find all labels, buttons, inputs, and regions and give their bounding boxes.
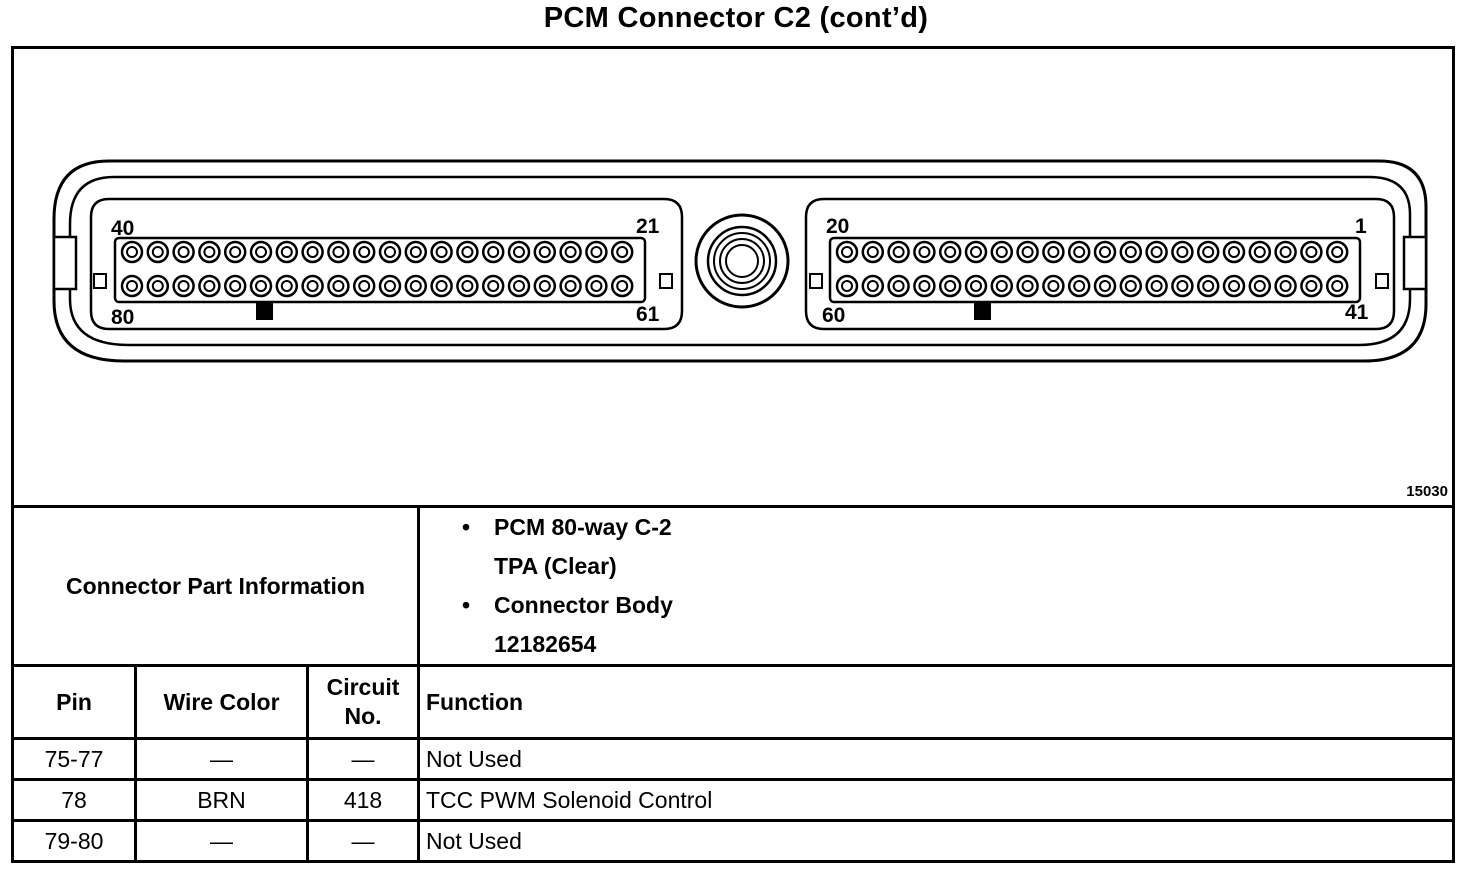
header-wire-color: Wire Color (136, 666, 308, 739)
pin-terminal (992, 242, 1012, 262)
pin-terminal (914, 276, 934, 296)
part-info-line: Connector Body (494, 592, 673, 618)
pin-terminal (1043, 276, 1063, 296)
cell-function: Not Used (419, 739, 1454, 780)
pin-label-60: 60 (822, 304, 846, 327)
pin-terminal (1095, 242, 1115, 262)
table-row (13, 780, 1454, 821)
pin-terminal (1327, 242, 1347, 262)
pin-terminal (863, 242, 883, 262)
pin-terminal (303, 242, 323, 262)
pin-terminal (940, 242, 960, 262)
pin-terminal (837, 242, 857, 262)
pin-terminal (380, 242, 400, 262)
pin-terminal (328, 276, 348, 296)
pin-terminal (1121, 242, 1141, 262)
pin-terminal (1301, 242, 1321, 262)
pin-terminal (1069, 242, 1089, 262)
figure-number: 15030 (1406, 483, 1448, 500)
pin-terminal (1172, 242, 1192, 262)
cell-pin: 78 (13, 780, 136, 821)
cell-wire-color: BRN (136, 780, 308, 821)
pin-terminal (535, 242, 555, 262)
pin-terminal (992, 276, 1012, 296)
bullet: • (462, 514, 471, 540)
pin-label-20: 20 (826, 215, 850, 238)
pin-terminal (406, 242, 426, 262)
pin-terminal (586, 276, 606, 296)
center-bolt-outer (696, 215, 788, 307)
pin-label-41: 41 (1345, 301, 1369, 324)
bullet: • (462, 592, 471, 618)
pin-terminal (251, 242, 271, 262)
part-info-item (460, 586, 1452, 664)
part-info-list (419, 507, 1454, 666)
pin-terminal (1147, 276, 1167, 296)
part-info-line: PCM 80-way C-2 (494, 514, 672, 540)
pinout-table (11, 505, 1455, 863)
mid-right-key (810, 274, 822, 288)
pin-label-80: 80 (111, 306, 135, 329)
pin-terminal (251, 276, 271, 296)
pin-terminal (199, 276, 219, 296)
connector-diagram (11, 46, 1455, 506)
pin-terminal (1198, 242, 1218, 262)
part-info-item (460, 508, 1452, 586)
pin-terminal (1018, 242, 1038, 262)
pin-terminal (509, 276, 529, 296)
pin-label-61: 61 (636, 303, 660, 326)
pin-terminal (406, 276, 426, 296)
pin-terminal (303, 276, 323, 296)
pin-terminal (561, 276, 581, 296)
part-info-label: Connector Part Information (13, 507, 419, 666)
table-header-row (13, 666, 1454, 739)
header-function: Function (419, 666, 1454, 739)
pin-terminal (1172, 276, 1192, 296)
pin-terminal (148, 242, 168, 262)
pin-terminal (174, 242, 194, 262)
cell-function: Not Used (419, 821, 1454, 862)
pin-terminal (1327, 276, 1347, 296)
pin-terminal (354, 242, 374, 262)
pin-label-40: 40 (111, 217, 135, 240)
pin-terminal (122, 242, 142, 262)
pin-terminal (225, 242, 245, 262)
pin-terminal (199, 242, 219, 262)
right-latch (1404, 237, 1426, 289)
cell-pin: 75-77 (13, 739, 136, 780)
left-polarizer (256, 303, 273, 320)
pin-label-1: 1 (1355, 215, 1367, 238)
pin-terminal (380, 276, 400, 296)
header-circuit-line: No. (344, 703, 382, 729)
pin-terminal (174, 276, 194, 296)
pin-terminal (1043, 242, 1063, 262)
mid-left-key (660, 274, 672, 288)
cell-circuit: 418 (308, 780, 419, 821)
pin-terminal (914, 242, 934, 262)
pin-terminal (354, 276, 374, 296)
pin-terminal (457, 242, 477, 262)
pin-terminal (1147, 242, 1167, 262)
part-info-line: 12182654 (494, 631, 597, 657)
cell-circuit: — (308, 821, 419, 862)
pin-terminal (863, 276, 883, 296)
pin-terminal (432, 276, 452, 296)
connector-face-drawing (14, 49, 1452, 509)
pin-terminal (1018, 276, 1038, 296)
pin-terminal (586, 242, 606, 262)
header-circuit-no (308, 666, 419, 739)
pin-terminal (148, 276, 168, 296)
pin-label-21: 21 (636, 215, 660, 238)
pin-terminal (940, 276, 960, 296)
pin-terminal (535, 276, 555, 296)
pin-terminal (612, 276, 632, 296)
pin-terminal (1250, 242, 1270, 262)
header-circuit-line: Circuit (326, 674, 400, 700)
pin-terminal (889, 242, 909, 262)
left-key (94, 274, 106, 288)
pin-terminal (122, 276, 142, 296)
pin-terminal (966, 276, 986, 296)
pin-terminal (1276, 242, 1296, 262)
right-polarizer (974, 303, 991, 320)
pin-terminal (277, 242, 297, 262)
pin-terminal (1301, 276, 1321, 296)
pin-terminal (966, 242, 986, 262)
pin-terminal (561, 242, 581, 262)
pin-terminal (509, 242, 529, 262)
left-latch (54, 237, 76, 289)
pin-terminal (1121, 276, 1141, 296)
page-title: PCM Connector C2 (cont’d) (543, 2, 929, 34)
header-pin: Pin (13, 666, 136, 739)
pin-terminal (483, 242, 503, 262)
pin-terminal (837, 276, 857, 296)
cell-wire-color: — (136, 821, 308, 862)
pin-terminal (1198, 276, 1218, 296)
cell-pin: 79-80 (13, 821, 136, 862)
cell-function: TCC PWM Solenoid Control (419, 780, 1454, 821)
part-info-row (13, 507, 1454, 666)
left-cavity (91, 199, 682, 329)
pin-terminal (1069, 276, 1089, 296)
pin-terminal (1095, 276, 1115, 296)
pin-terminal (1224, 276, 1244, 296)
table-row (13, 821, 1454, 862)
pin-terminal (328, 242, 348, 262)
pin-terminal (457, 276, 477, 296)
pin-terminal (432, 242, 452, 262)
pin-terminal (1250, 276, 1270, 296)
pin-terminal (612, 242, 632, 262)
cell-circuit: — (308, 739, 419, 780)
pin-terminal (889, 276, 909, 296)
pin-terminal (483, 276, 503, 296)
pin-terminal (225, 276, 245, 296)
table-row (13, 739, 1454, 780)
part-info-line: TPA (Clear) (494, 553, 617, 579)
right-cavity (806, 199, 1394, 329)
pin-terminal (277, 276, 297, 296)
pin-terminal (1224, 242, 1244, 262)
right-key (1376, 274, 1388, 288)
cell-wire-color: — (136, 739, 308, 780)
pin-terminal (1276, 276, 1296, 296)
